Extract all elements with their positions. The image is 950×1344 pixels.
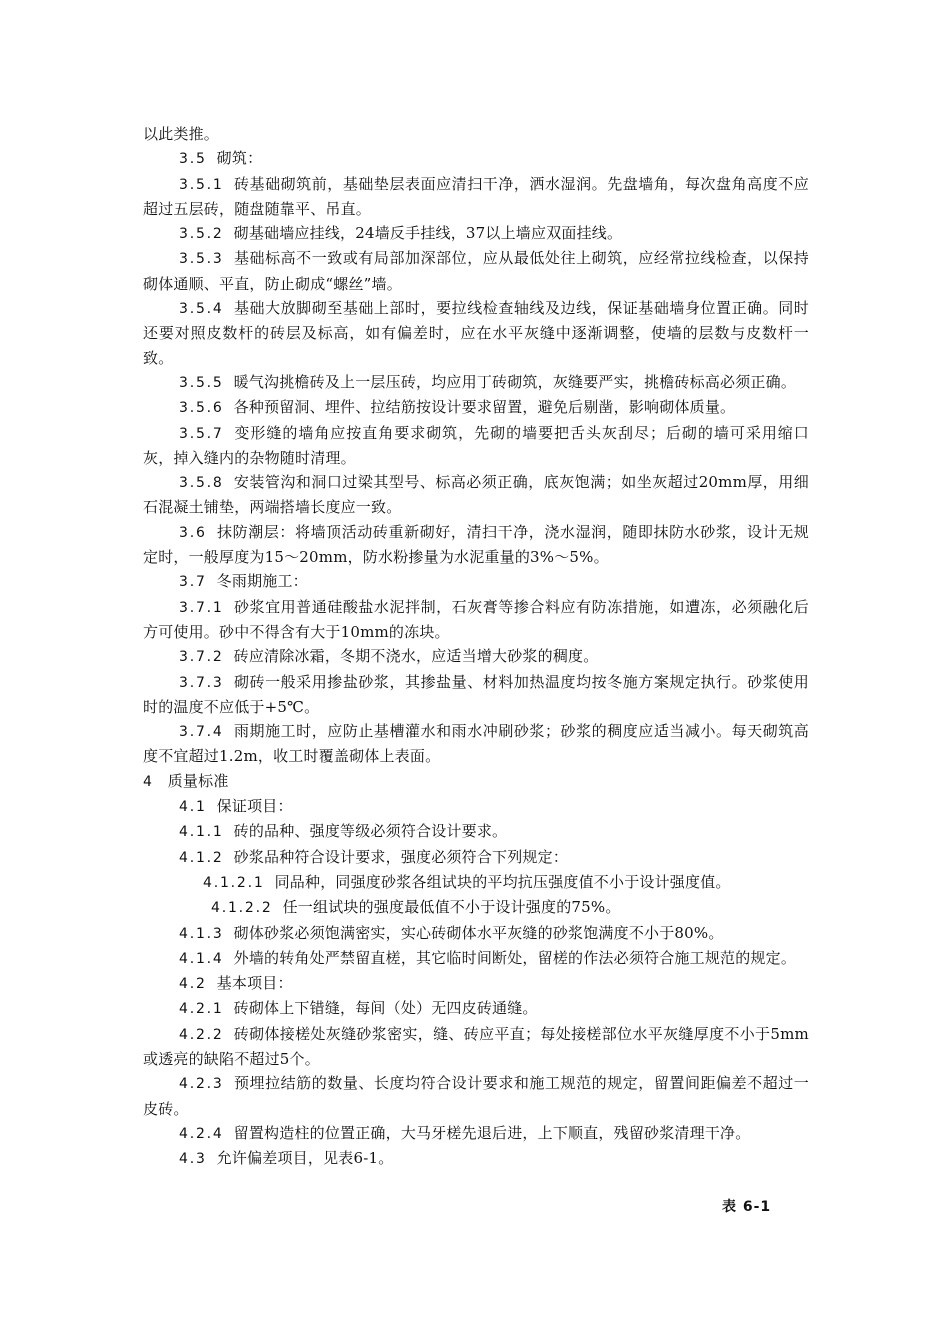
clause-text: 砖的品种、强度等级必须符合设计要求。 — [233, 822, 508, 841]
clause-text: 质量标准 — [167, 771, 229, 790]
clause-text: 预埋拉结筋的数量、长度均符合设计要求和施工规范的规定，留置间距偏差不超过一皮砖。 — [143, 1074, 809, 1118]
clause-number: 3.5.4 — [179, 301, 224, 318]
clause-text: 各种预留洞、埋件、拉结筋按设计要求留置，避免后剔凿，影响砌体质量。 — [233, 398, 736, 417]
clause-text: 砌体砂浆必须饱满密实，实心砖砌体水平灰缝的砂浆饱满度不小于80%。 — [233, 923, 724, 942]
clause-text: 留置构造柱的位置正确，大马牙槎先退后进，上下顺直，残留砂浆清理干净。 — [233, 1123, 751, 1142]
clause-number: 3.5.1 — [179, 176, 224, 193]
document-body — [143, 122, 809, 1171]
clause-number: 3.5.3 — [179, 251, 224, 268]
clause-number: 4.2.1 — [179, 1001, 224, 1018]
clause-text: 同品种，同强度砂浆各组试块的平均抗压强度值不小于设计强度值。 — [274, 872, 731, 891]
clause-text: 安装管沟和洞口过梁其型号、标高必须正确，底灰饱满；如坐灰超过20mm厚，用细石混凝土铺垫，两端搭墙长度应一致。 — [143, 473, 809, 517]
clause-paragraph — [143, 296, 809, 370]
clause-text: 砂浆品种符合设计要求，强度必须符合下列规定： — [233, 847, 569, 866]
clause-number: 3.6 — [179, 524, 207, 541]
clause-number: 4.1.3 — [179, 925, 224, 942]
clause-paragraph — [143, 146, 809, 171]
clause-number: 3.7.2 — [179, 649, 224, 666]
clause-number: 3.7 — [179, 574, 207, 591]
clause-number: 4.1.2.1 — [203, 874, 265, 891]
lead-in-paragraph: 以此类推。 — [143, 125, 220, 143]
table-caption: 表 6-1 — [722, 1199, 772, 1215]
clause-paragraph — [143, 470, 809, 520]
clause-paragraph — [143, 595, 809, 645]
clause-number: 4.1.1 — [179, 824, 224, 841]
clause-text: 暖气沟挑檐砖及上一层压砖，均应用丁砖砌筑，灰缝要严实，挑檐砖标高必须正确。 — [233, 372, 797, 391]
clause-text: 砌筑： — [216, 149, 263, 168]
clause-number: 4.1.4 — [179, 950, 224, 967]
clause-number: 4.1.2 — [179, 849, 224, 866]
clause-number: 4.2.3 — [179, 1076, 224, 1093]
clause-text: 任一组试块的强度最低值不小于设计强度的75%。 — [282, 898, 621, 917]
clause-paragraph — [143, 971, 809, 996]
clause-paragraph — [143, 1146, 809, 1171]
clause-text: 抹防潮层：将墙顶活动砖重新砌好，清扫干净，浇水湿润，随即抹防水砂浆，设计无规定时，一般厚度为15～20mm，防水粉掺量为水泥重量的3%～5%。 — [143, 522, 809, 567]
clause-number: 3.5.2 — [179, 226, 224, 243]
clause-text: 砌基础墙应挂线，24墙反手挂线，37以上墙应双面挂线。 — [233, 224, 623, 243]
clause-text: 砂浆宜用普通硅酸盐水泥拌制，石灰膏等掺合料应有防冻措施，如遭冻，必须融化后方可使用。砂中不得含有大于10mm的冻块。 — [143, 597, 809, 641]
clause-paragraph — [143, 1022, 809, 1072]
clause-number: 4.1.2.2 — [211, 900, 273, 917]
clause-paragraph — [143, 895, 809, 920]
clause-number: 4.2 — [179, 976, 207, 993]
clause-number: 4.1 — [179, 799, 207, 816]
clause-number: 3.7.1 — [179, 599, 224, 616]
clause-text: 外墙的转角处严禁留直槎，其它临时间断处，留槎的作法必须符合施工规范的规定。 — [233, 948, 797, 967]
clause-number: 4.3 — [179, 1151, 207, 1168]
section-heading — [143, 769, 809, 794]
clause-text: 砖应清除冰霜，冬期不浇水，应适当增大砂浆的稠度。 — [233, 647, 599, 666]
clause-text: 雨期施工时，应防止基槽灌水和雨水冲刷砂浆；砂浆的稠度应适当减小。每天砌筑高度不宜超过1.2m，收工时覆盖砌体上表面。 — [143, 722, 809, 766]
clause-paragraph — [143, 719, 809, 769]
clause-paragraph — [143, 421, 809, 471]
clause-text: 砖砌体接槎处灰缝砂浆密实，缝、砖应平直；每处接槎部位水平灰缝厚度不小于5mm或透亮的缺陷不超过5个。 — [143, 1024, 809, 1068]
clause-paragraph — [143, 819, 809, 844]
clause-paragraph — [143, 845, 809, 870]
clause-paragraph — [143, 996, 809, 1021]
clause-text: 砖砌体上下错缝，每间（处）无四皮砖通缝。 — [233, 999, 538, 1018]
clause-number: 4.2.4 — [179, 1125, 224, 1142]
clause-paragraph — [143, 172, 809, 222]
clause-paragraph — [143, 246, 809, 296]
clause-number: 3.5.6 — [179, 400, 224, 417]
clause-number: 4 — [143, 773, 154, 790]
clause-text: 基础标高不一致或有局部加深部位，应从最低处往上砌筑，应经常拉线检查，以保持砌体通顺、平直，防止砌成“螺丝”墙。 — [143, 249, 809, 293]
clause-paragraph — [143, 670, 809, 720]
clause-number: 3.5.8 — [179, 475, 224, 492]
clause-number: 3.7.3 — [179, 674, 224, 691]
clause-text: 保证项目： — [216, 797, 293, 816]
clause-text: 变形缝的墙角应按直角要求砌筑，先砌的墙要把舌头灰刮尽；后砌的墙可采用缩口灰，掉入缝内的杂物随时清理。 — [143, 423, 809, 467]
clause-text: 允许偏差项目，见表6-1。 — [216, 1149, 394, 1168]
clause-paragraph — [143, 870, 809, 895]
clause-paragraph — [143, 644, 809, 669]
clause-number: 3.7.4 — [179, 724, 224, 741]
clause-paragraph — [143, 946, 809, 971]
clause-text: 砌砖一般采用掺盐砂浆，其掺盐量、材料加热温度均按冬施方案规定执行。砂浆使用时的温度不应低于+5℃。 — [143, 672, 809, 716]
clause-paragraph — [143, 221, 809, 246]
clause-text: 砖基础砌筑前，基础垫层表面应清扫干净，洒水湿润。先盘墙角，每次盘角高度不应超过五层砖，随盘随靠平、吊直。 — [143, 174, 809, 218]
clause-paragraph — [143, 1071, 809, 1121]
clause-paragraph — [143, 370, 809, 395]
clause-number: 3.5 — [179, 151, 207, 168]
clause-paragraph — [143, 520, 809, 570]
clause-number: 3.5.7 — [179, 425, 224, 442]
clause-text: 基础大放脚砌至基础上部时，要拉线检查轴线及边线，保证基础墙身位置正确。同时还要对照皮数杆的砖层及标高，如有偏差时，应在水平灰缝中逐渐调整，使墙的层数与皮数杆一致。 — [143, 299, 809, 367]
clause-paragraph — [143, 569, 809, 594]
clause-paragraph — [143, 395, 809, 420]
clause-number: 4.2.2 — [179, 1026, 224, 1043]
clause-number: 3.5.5 — [179, 374, 224, 391]
clause-paragraph — [143, 921, 809, 946]
clause-text: 基本项目： — [216, 974, 293, 993]
clause-paragraph — [143, 1121, 809, 1146]
clause-text: 冬雨期施工： — [216, 572, 308, 591]
clause-paragraph — [143, 794, 809, 819]
